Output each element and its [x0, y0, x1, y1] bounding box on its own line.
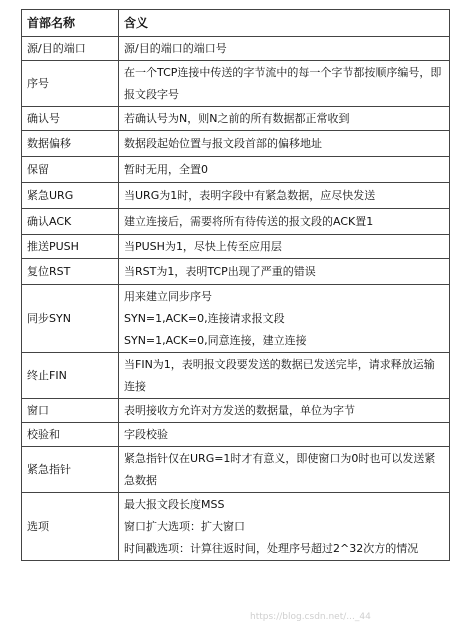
field-name: 源/目的端口 — [22, 37, 119, 61]
table-row — [22, 423, 450, 447]
table-row — [22, 235, 450, 259]
tcp-header-fields-table — [21, 9, 450, 561]
field-name: 保留 — [22, 157, 119, 183]
field-description — [119, 107, 450, 131]
description-line: 用来建立同步序号 — [124, 289, 212, 303]
field-name: 数据偏移 — [22, 131, 119, 157]
table-row — [22, 493, 450, 561]
watermark: https://blog.csdn.net/..._44 — [250, 612, 371, 622]
description-line: 在一个TCP连接中传送的字节流中的每一个字节都按顺序编号，即报文段字号 — [124, 65, 442, 101]
field-name: 紧急指针 — [22, 447, 119, 493]
field-name: 同步SYN — [22, 285, 119, 353]
table-row — [22, 37, 450, 61]
header-field-meaning: 含义 — [119, 10, 450, 37]
table-row — [22, 209, 450, 235]
field-description — [119, 37, 450, 61]
description-line: 建立连接后，需要将所有待传送的报文段的ACK置1 — [124, 214, 374, 228]
description-line: 紧急指针仅在URG=1时才有意义，即使窗口为0时也可以发送紧急数据 — [124, 451, 436, 487]
field-description — [119, 235, 450, 259]
description-line: 数据段起始位置与报文段首部的偏移地址 — [124, 136, 322, 150]
table-row — [22, 61, 450, 107]
description-line: 暂时无用，全置0 — [124, 162, 208, 176]
table-row — [22, 285, 450, 353]
field-name: 复位RST — [22, 259, 119, 285]
description-line: 源/目的端口的端口号 — [124, 41, 227, 55]
header-field-name: 首部名称 — [22, 10, 119, 37]
table-row — [22, 107, 450, 131]
description-line: 表明接收方允许对方发送的数据量，单位为字节 — [124, 403, 355, 417]
field-description — [119, 209, 450, 235]
field-name: 确认ACK — [22, 209, 119, 235]
field-name: 终止FIN — [22, 353, 119, 399]
description-line: 最大报文段长度MSS — [124, 497, 225, 511]
description-line: 当FIN为1，表明报文段要发送的数据已发送完毕，请求释放运输连接 — [124, 357, 435, 393]
field-name: 序号 — [22, 61, 119, 107]
description-line: 时间戳选项：计算往返时间，处理序号超过2^32次方的情况 — [124, 541, 419, 555]
field-description — [119, 157, 450, 183]
description-line: 当URG为1时，表明字段中有紧急数据，应尽快发送 — [124, 188, 376, 202]
field-description — [119, 493, 450, 561]
field-name: 选项 — [22, 493, 119, 561]
field-name: 紧急URG — [22, 183, 119, 209]
description-line: 窗口扩大选项：扩大窗口 — [124, 519, 245, 533]
table-row — [22, 259, 450, 285]
field-description — [119, 423, 450, 447]
field-description — [119, 285, 450, 353]
description-line: 当PUSH为1，尽快上传至应用层 — [124, 239, 282, 253]
field-name: 校验和 — [22, 423, 119, 447]
field-description — [119, 61, 450, 107]
description-line: 字段校验 — [124, 427, 168, 441]
table-row — [22, 183, 450, 209]
table-body — [22, 37, 450, 561]
field-description — [119, 353, 450, 399]
table-header-row — [22, 10, 450, 37]
description-line: 当RST为1，表明TCP出现了严重的错误 — [124, 264, 316, 278]
field-description — [119, 399, 450, 423]
table-row — [22, 353, 450, 399]
field-name: 窗口 — [22, 399, 119, 423]
field-name: 推送PUSH — [22, 235, 119, 259]
field-description — [119, 447, 450, 493]
table-row — [22, 157, 450, 183]
field-description — [119, 183, 450, 209]
table-row — [22, 131, 450, 157]
description-line: SYN=1,ACK=0,连接请求报文段 — [124, 311, 285, 325]
description-line: 若确认号为N，则N之前的所有数据都正常收到 — [124, 111, 350, 125]
field-description — [119, 259, 450, 285]
table-row — [22, 447, 450, 493]
field-name: 确认号 — [22, 107, 119, 131]
table-row — [22, 399, 450, 423]
field-description — [119, 131, 450, 157]
description-line: SYN=1,ACK=0,同意连接，建立连接 — [124, 333, 307, 347]
